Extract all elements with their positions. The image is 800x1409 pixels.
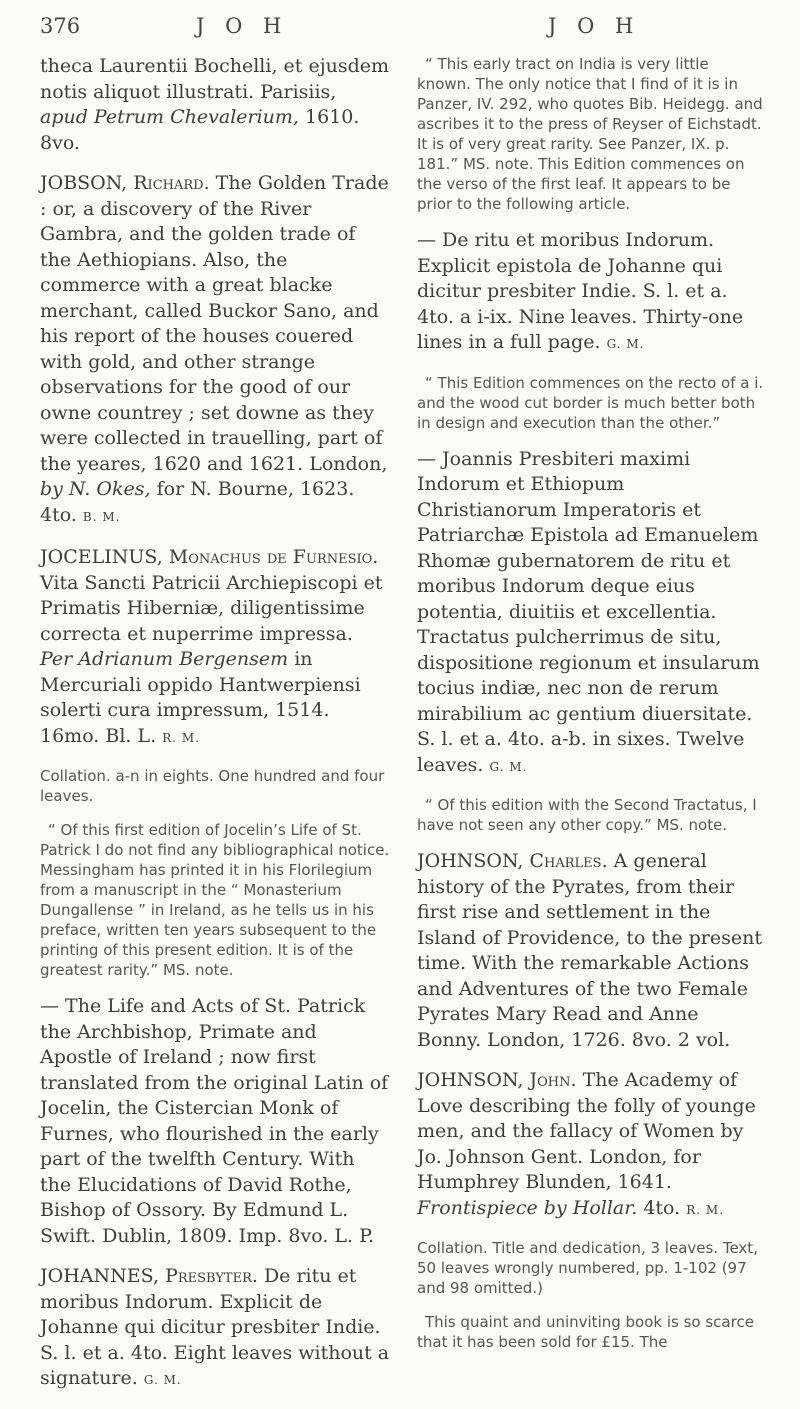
entry-heading: JOCELINUS, xyxy=(40,546,163,568)
page-number: 376 xyxy=(40,14,81,38)
location-mark: G. M. xyxy=(606,337,645,351)
collation-note: Collation. a-n in eights. One hundred and four leaves. xyxy=(40,767,385,805)
entry-heading: JOBSON, xyxy=(40,172,128,194)
location-mark: G. M. xyxy=(489,759,528,774)
entry-johannes: JOHANNES, Presbyter. De ritu et moribus Indorum. Explicit de Johanne qui dicitur presbiter Indie. S. l. et a. 4to. Eight leaves without a signature. G. M. xyxy=(40,1265,390,1389)
price-note: This quaint and uninviting book is so scarce that it has been sold for £15. The xyxy=(417,1313,754,1351)
entry-johnson-charles: JOHNSON, Charles. A general history of the Pyrates, from their first rise and settlement in the Island of Providence, to the present time. With the remarkable Actions and Adventures of the two Female Pyrates Mary Read and Anne Bonny. London, 1726. 8vo. 2 vol. xyxy=(417,850,762,1051)
location-mark: R. M. xyxy=(162,730,200,745)
entry-heading: JOHNSON, xyxy=(417,850,524,872)
ms-note: “ This Edition commences on the recto of a i. and the wood cut border is much better both in design and execution than the other.” xyxy=(417,373,764,432)
ms-note: “ Of this edition with the Second Tractatus, I have not seen any other copy.” MS. note. xyxy=(417,796,757,834)
collation-note: Collation. Title and dedication, 3 leaves. Text, 50 leaves wrongly numbered, pp. 1-102 (97 and 98 omitted.) xyxy=(417,1239,758,1297)
entry-life-and-acts: — The Life and Acts of St. Patrick the Archbishop, Primate and Apostle of Ireland ; now first translated from the original Latin of Jocelin, the Cistercian Monk of Furnes, who flourished in the early part of the twelfth Century. With the Elucidations of David Rothe, Bishop of Ossory. By Edmund L. Swift. Dublin, 1809. Imp. 8vo. L. P. xyxy=(40,995,389,1247)
entry-heading: JOHNSON, xyxy=(417,1069,524,1091)
entry-jobson: JOBSON, Richard. The Golden Trade : or, a discovery of the River Gambra, and the golden trade of the Aethiopians. Also, the commerce with a great blacke merchant, called Buckor Sano, and his report of the houses couered with gold, and other strange observations for the good of our owne countrey ; set downe as they were collected in trauelling, part of the yeares, 1620 and 1621. London, by N. Okes, for N. Bourne, 1623. 4to. B. M. xyxy=(40,172,389,526)
ms-note: “ This early tract on India is very little known. The only notice that I find of it is in Panzer, IV. 292, who quotes Bib. Heidegg. and ascribes it to the press of Reyser of Eichstadt. It is of very great rarity. See Panzer, IX. p. 181.” MS. note. This Edition commences on the verso of the first leaf. It appears to be prior to the following article. xyxy=(417,55,763,213)
entry-continuation: theca Laurentii Bochelli, et ejusdem notis aliquot illustrati. Parisiis, apud Petrum Chevalerium, 1610. 8vo. xyxy=(40,55,389,154)
entry-heading: JOHANNES, xyxy=(40,1265,159,1287)
right-running-head: J O H xyxy=(548,14,641,38)
location-mark: G. M. xyxy=(143,1373,182,1387)
location-mark: R. M. xyxy=(686,1202,725,1217)
left-running-head: J O H xyxy=(196,14,289,38)
ms-note: “ Of this first edition of Jocelin’s Life of St. Patrick I do not find any bibliographical notice. Messingham has printed it in his Florilegium from a manuscript in the “ Monasterium Dungallense ” in Ireland, as he tells us in his preface, written ten years subsequent to the printing of this present edition. It is of the greatest rarity.” MS. note. xyxy=(40,821,390,979)
running-header xyxy=(0,14,800,44)
entry-de-ritu: — De ritu et moribus Indorum. Explicit epistola de Johanne qui dicitur presbiter Indie. S. l. et a. 4to. a i-ix. Nine leaves. Thirty-one lines in a full page. G. M. xyxy=(417,229,744,353)
entry-johnson-john: JOHNSON, John. The Academy of Love describing the folly of younge men, and the fallacy of Women by Jo. Johnson Gent. London, for Humphrey Blunden, 1641. Frontispiece by Hollar. 4to. R. M. xyxy=(417,1069,756,1219)
right-column xyxy=(417,54,767,1366)
left-column xyxy=(40,54,390,1409)
location-mark: B. M. xyxy=(82,509,121,524)
entry-joannis-presbiteri: — Joannis Presbiteri maximi Indorum et Ethiopum Christianorum Imperatoris et Patriarchæ Epistola ad Emanuelem Rhomæ gubernatorem de ritu et moribus Indorum deque eius potentia, diuitiis et excellentia. Tractatus pulcherrimus de situ, dispositione regionum et insularum tocius indiæ, nec non de rerum mirabilium ac gentium diuersitate. S. l. et a. 4to. a-b. in sixes. Twelve leaves. G. M. xyxy=(417,447,760,776)
entry-jocelinus: JOCELINUS, Monachus de Furnesio. Vita Sancti Patricii Archiepiscopi et Primatis Hiberniæ, diligentissime correcta et nuperrime impressa. Per Adrianum Bergensem in Mercuriali oppido Hantwerpiensi solerti cura impressum, 1514. 16mo. Bl. L. R. M. xyxy=(40,546,383,747)
